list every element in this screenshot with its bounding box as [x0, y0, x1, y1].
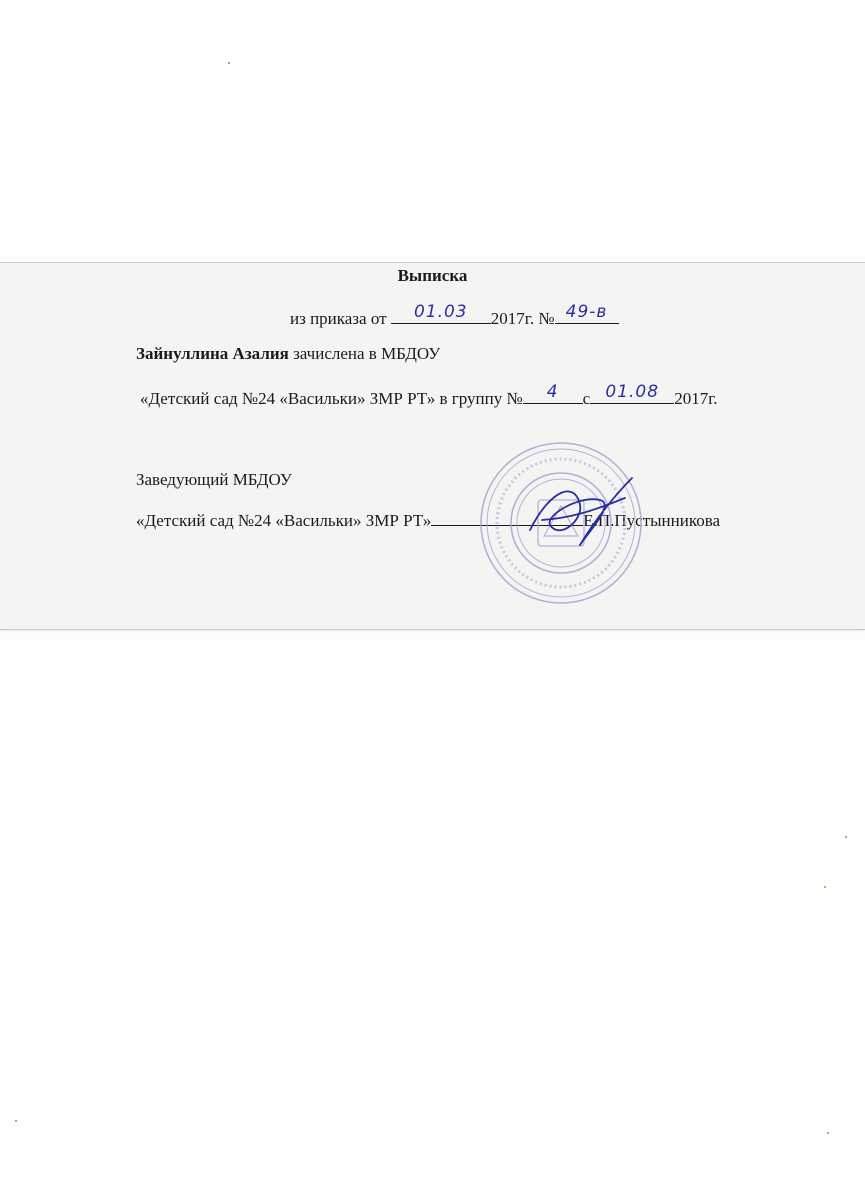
head-name: Е.П.Пустынникова: [583, 511, 721, 530]
order-number-handwritten: 49-в: [565, 302, 608, 322]
order-number-field: [555, 302, 619, 324]
start-year-text: 2017г.: [674, 389, 718, 408]
order-date-handwritten: 01.03: [413, 302, 468, 322]
student-name: Зайнуллина Азалия: [136, 344, 289, 363]
scan-speck: [827, 1132, 829, 1134]
head-org: «Детский сад №24 «Васильки» ЗМР РТ»: [136, 511, 432, 530]
head-title: Заведующий МБДОУ: [136, 470, 292, 489]
order-prefix: из приказа от: [290, 309, 387, 328]
start-date-field: [590, 382, 674, 404]
group-number-field: [523, 382, 583, 404]
group-number-handwritten: 4: [546, 382, 559, 402]
student-line: [136, 344, 440, 364]
start-date-handwritten: 01.08: [605, 382, 660, 402]
scan-speck: [845, 836, 847, 838]
group-line: [140, 382, 718, 409]
scan-speck: [824, 886, 826, 888]
kindergarten-prefix: «Детский сад №24 «Васильки» ЗМР РТ» в группу №: [140, 389, 523, 408]
from-text: с: [582, 389, 591, 408]
order-year-text: 2017г. №: [490, 309, 555, 328]
document-title: Выписка: [397, 266, 468, 285]
enrolled-text: зачислена в МБДОУ: [293, 344, 441, 363]
order-date-field: [391, 302, 491, 324]
scan-speck: [228, 62, 230, 64]
scan-speck: [15, 1120, 17, 1122]
order-line: [290, 302, 619, 329]
signature-icon: [520, 470, 640, 560]
